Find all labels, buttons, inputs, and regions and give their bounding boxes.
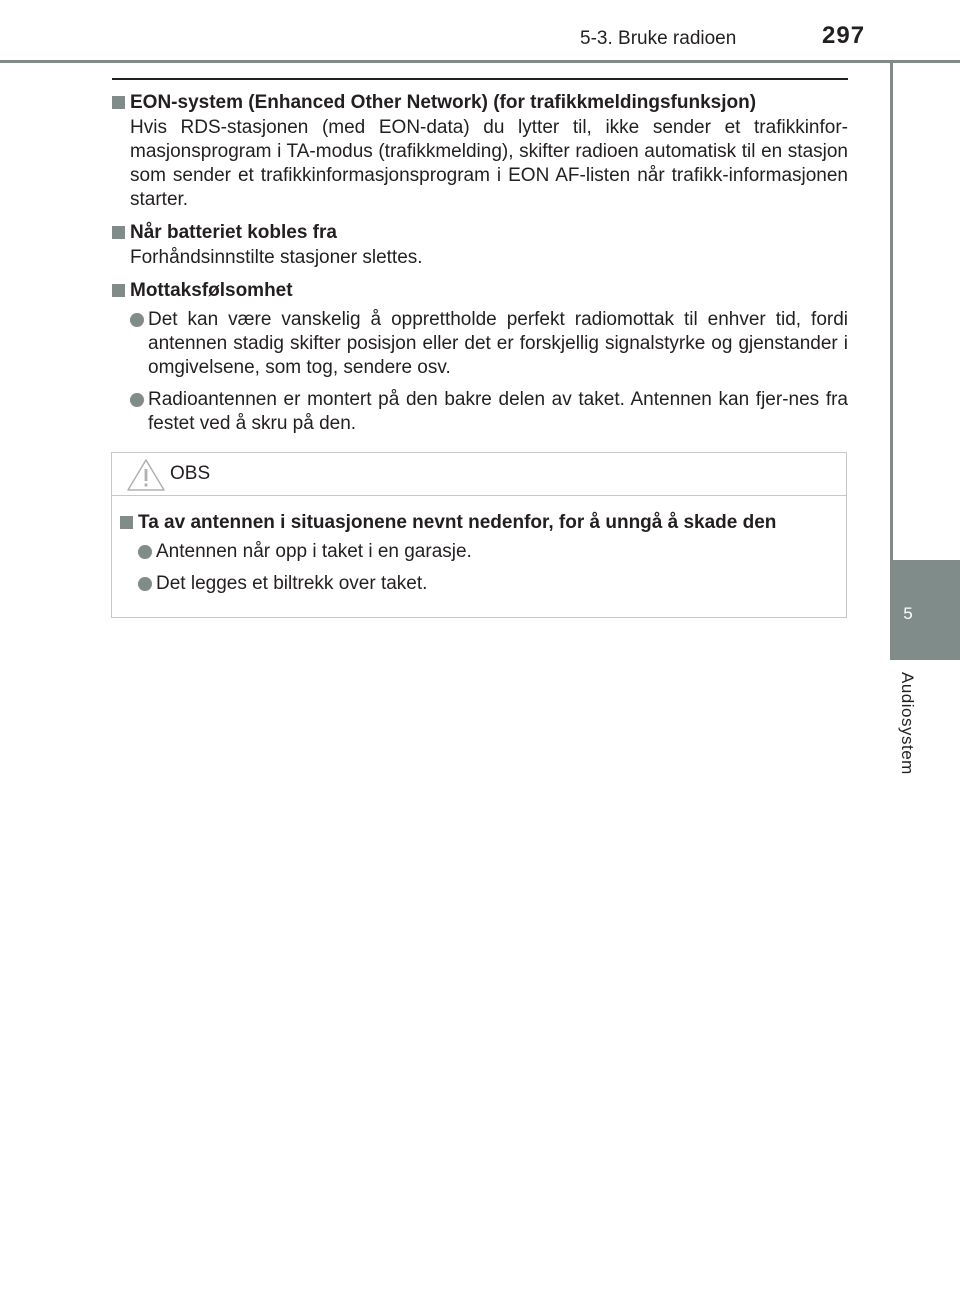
- chapter-tab[interactable]: [890, 560, 960, 660]
- notice-heading-text: Ta av antennen i situasjonene nevnt nedenfor, for å unngå å skade den: [138, 512, 777, 533]
- list-item: [112, 388, 848, 436]
- warning-triangle-icon: [126, 458, 166, 492]
- square-bullet-icon: [112, 96, 125, 109]
- circle-bullet-icon: [138, 577, 152, 591]
- section-body: Forhåndsinnstilte stasjoner slettes.: [130, 247, 423, 268]
- side-rule: [890, 63, 893, 560]
- section-battery: [112, 220, 848, 270]
- square-bullet-icon: [112, 226, 125, 239]
- section-eon: [112, 90, 848, 212]
- header-title: 5-3. Bruke radioen: [580, 28, 737, 49]
- notice-heading: [120, 510, 838, 536]
- page-number: 297: [822, 22, 866, 49]
- chapter-label: Audiosystem: [898, 672, 917, 775]
- square-bullet-icon: [112, 284, 125, 297]
- circle-bullet-icon: [130, 313, 144, 327]
- notice-label: OBS: [170, 463, 211, 484]
- list-item-text: Det legges et biltrekk over taket.: [156, 573, 428, 594]
- main-content: [112, 78, 848, 444]
- section-heading: [112, 278, 848, 304]
- section-body: Hvis RDS-stasjonen (med EON-data) du lytter til, ikke sender et trafikkinfor-masjonsprogram i TA-modus (trafikkmelding), skifter radioen automatisk til en stasjon som sender et trafikkinformasjonsprogram i EON AF-listen når trafikk-informasjonen starter.: [130, 117, 848, 210]
- chapter-number: 5: [903, 604, 913, 623]
- list-item-text: Det kan være vanskelig å opprettholde perfekt radiomottak til enhver tid, fordi antennen stadig skifter posisjon eller det er forskjellig signalstyrke og gjenstander i omgivelsene, som tog, sendere osv.: [148, 309, 848, 378]
- content-rule: [112, 78, 848, 80]
- section-heading: [112, 220, 848, 246]
- list-item-text: Radioantennen er montert på den bakre delen av taket. Antennen kan fjer-nes fra festet ved å skru på den.: [148, 389, 848, 434]
- section-reception: [112, 278, 848, 436]
- square-bullet-icon: [120, 516, 133, 529]
- section-heading: [112, 90, 848, 116]
- notice-header: [112, 453, 846, 496]
- list-item-text: Antennen når opp i taket i en garasje.: [156, 541, 472, 562]
- section-heading-text: Når batteriet kobles fra: [130, 222, 337, 243]
- circle-bullet-icon: [138, 545, 152, 559]
- section-heading-text: Mottaksfølsomhet: [130, 280, 293, 301]
- list-item: [120, 572, 838, 596]
- list-item: [112, 308, 848, 380]
- notice-box: [111, 452, 847, 618]
- circle-bullet-icon: [130, 393, 144, 407]
- list-item: [120, 540, 838, 564]
- section-heading-text: EON-system (Enhanced Other Network) (for trafikkmeldingsfunksjon): [130, 92, 757, 113]
- notice-body: [112, 496, 846, 596]
- header-rule: [0, 60, 960, 63]
